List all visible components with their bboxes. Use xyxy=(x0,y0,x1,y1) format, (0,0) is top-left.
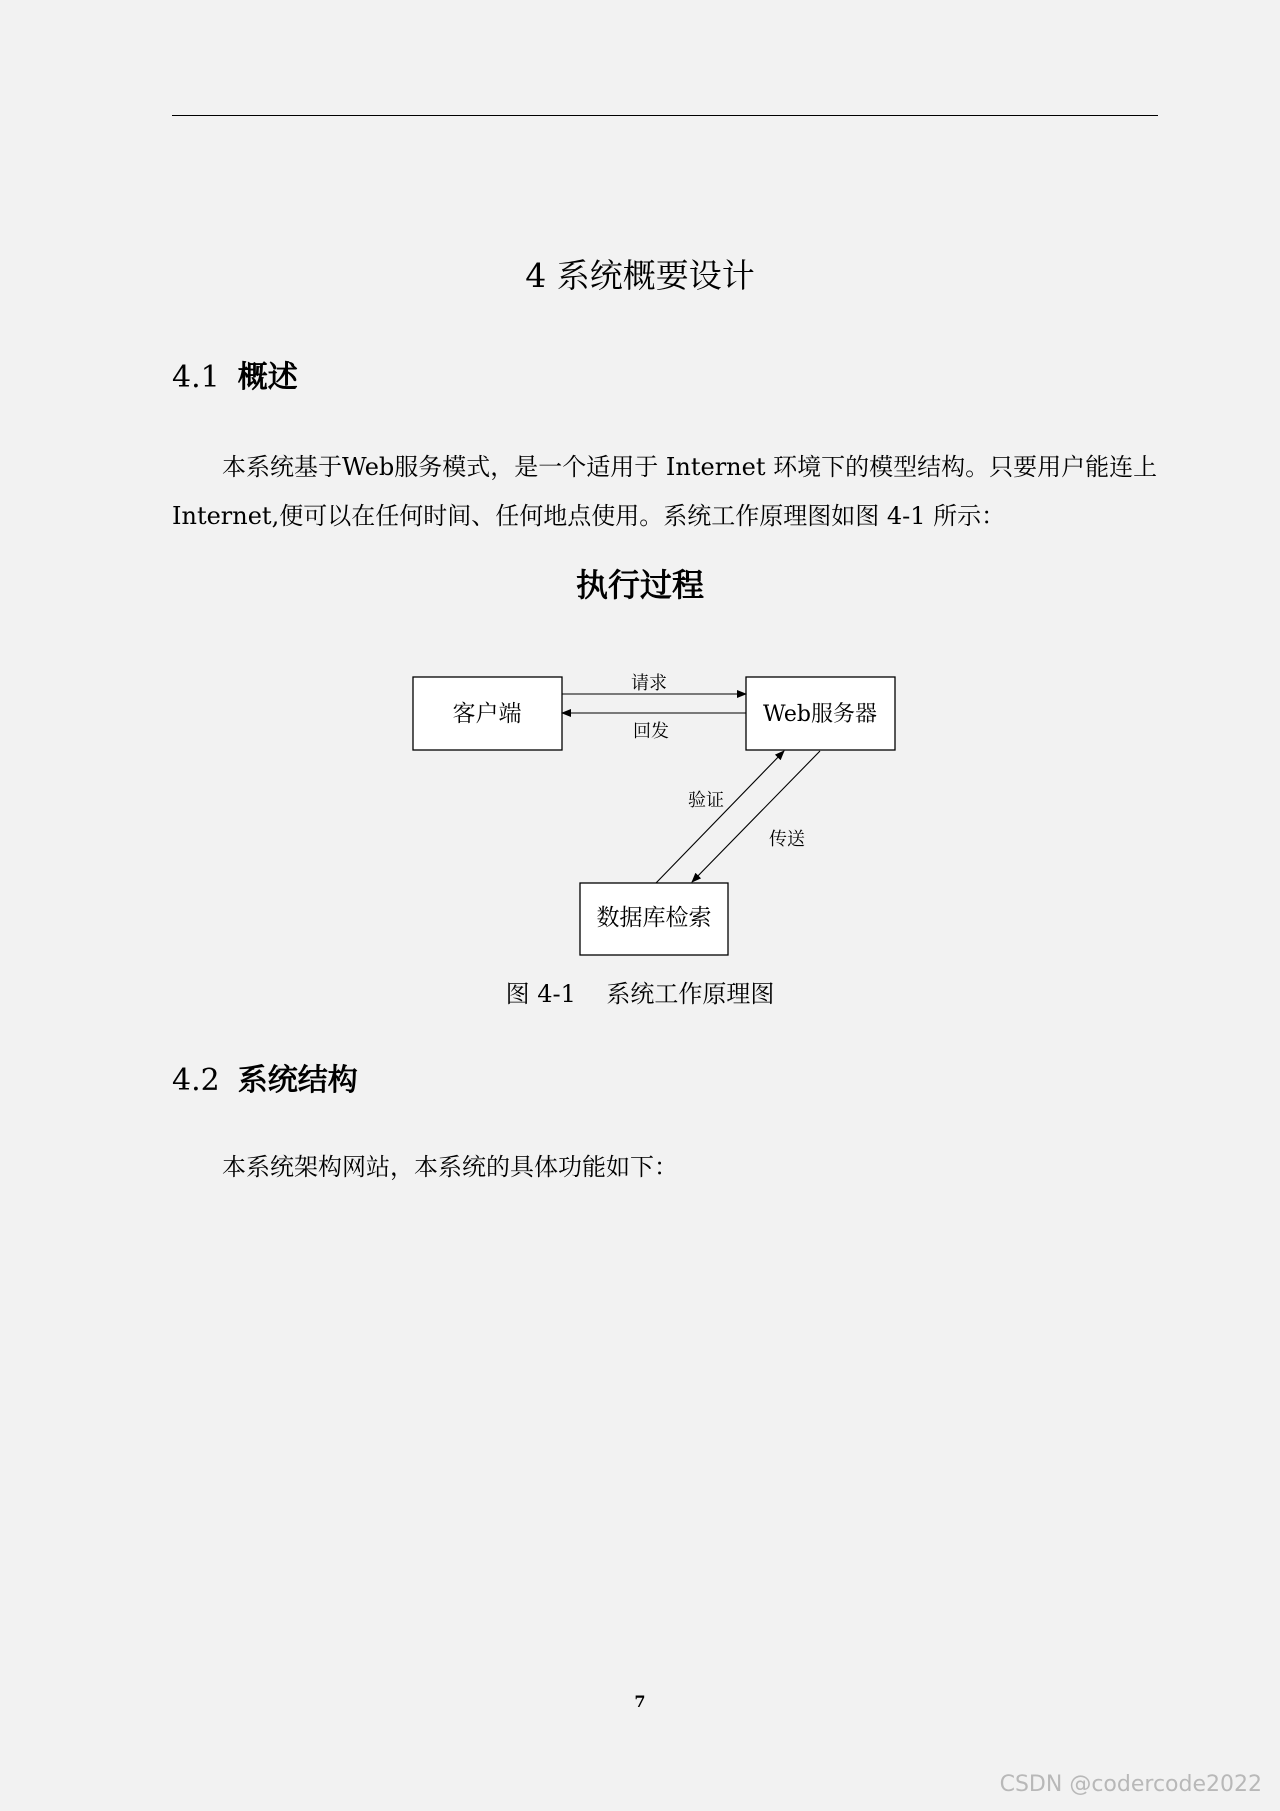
section-title: 系统结构 xyxy=(237,1063,358,1098)
transmit-arrow xyxy=(692,751,820,882)
watermark: CSDN @codercode2022 xyxy=(999,1772,1262,1797)
server-node xyxy=(746,677,895,750)
svg-text:客户端: 客户端 xyxy=(452,701,522,727)
system-diagram xyxy=(400,660,920,970)
structure-paragraph: 本系统架构网站，本系统的具体功能如下： xyxy=(222,1153,678,1181)
figure-heading: 执行过程 xyxy=(575,566,704,604)
figure-caption: 图 4-1 系统工作原理图 xyxy=(505,980,775,1008)
request-label: 请求 xyxy=(631,673,667,694)
section-title: 概述 xyxy=(237,360,298,395)
section-heading-4-2 xyxy=(172,1055,358,1099)
verify-arrow xyxy=(656,751,784,883)
database-node xyxy=(580,883,728,955)
overview-paragraph: 本系统基于Web服务模式，是一个适用于 Internet 环境下的模型结构。只要用户能连上 Internet,便可以在任何时间、任何地点使用。系统工作原理图如图 4-1 所示： xyxy=(172,453,1158,530)
verify-label: 验证 xyxy=(688,790,724,811)
section-number: 4.1 xyxy=(172,360,220,395)
header-rule xyxy=(172,115,1158,116)
transmit-label: 传送 xyxy=(769,829,805,850)
svg-text:数据库检索: 数据库检索 xyxy=(596,905,712,931)
page-number: 7 xyxy=(634,1692,646,1711)
chapter-title: 4 系统概要设计 xyxy=(525,256,755,295)
client-node xyxy=(413,677,562,750)
section-heading-4-1 xyxy=(172,352,298,396)
reply-label: 回发 xyxy=(633,721,669,742)
section-number: 4.2 xyxy=(172,1063,220,1098)
svg-text:Web服务器: Web服务器 xyxy=(763,702,877,727)
